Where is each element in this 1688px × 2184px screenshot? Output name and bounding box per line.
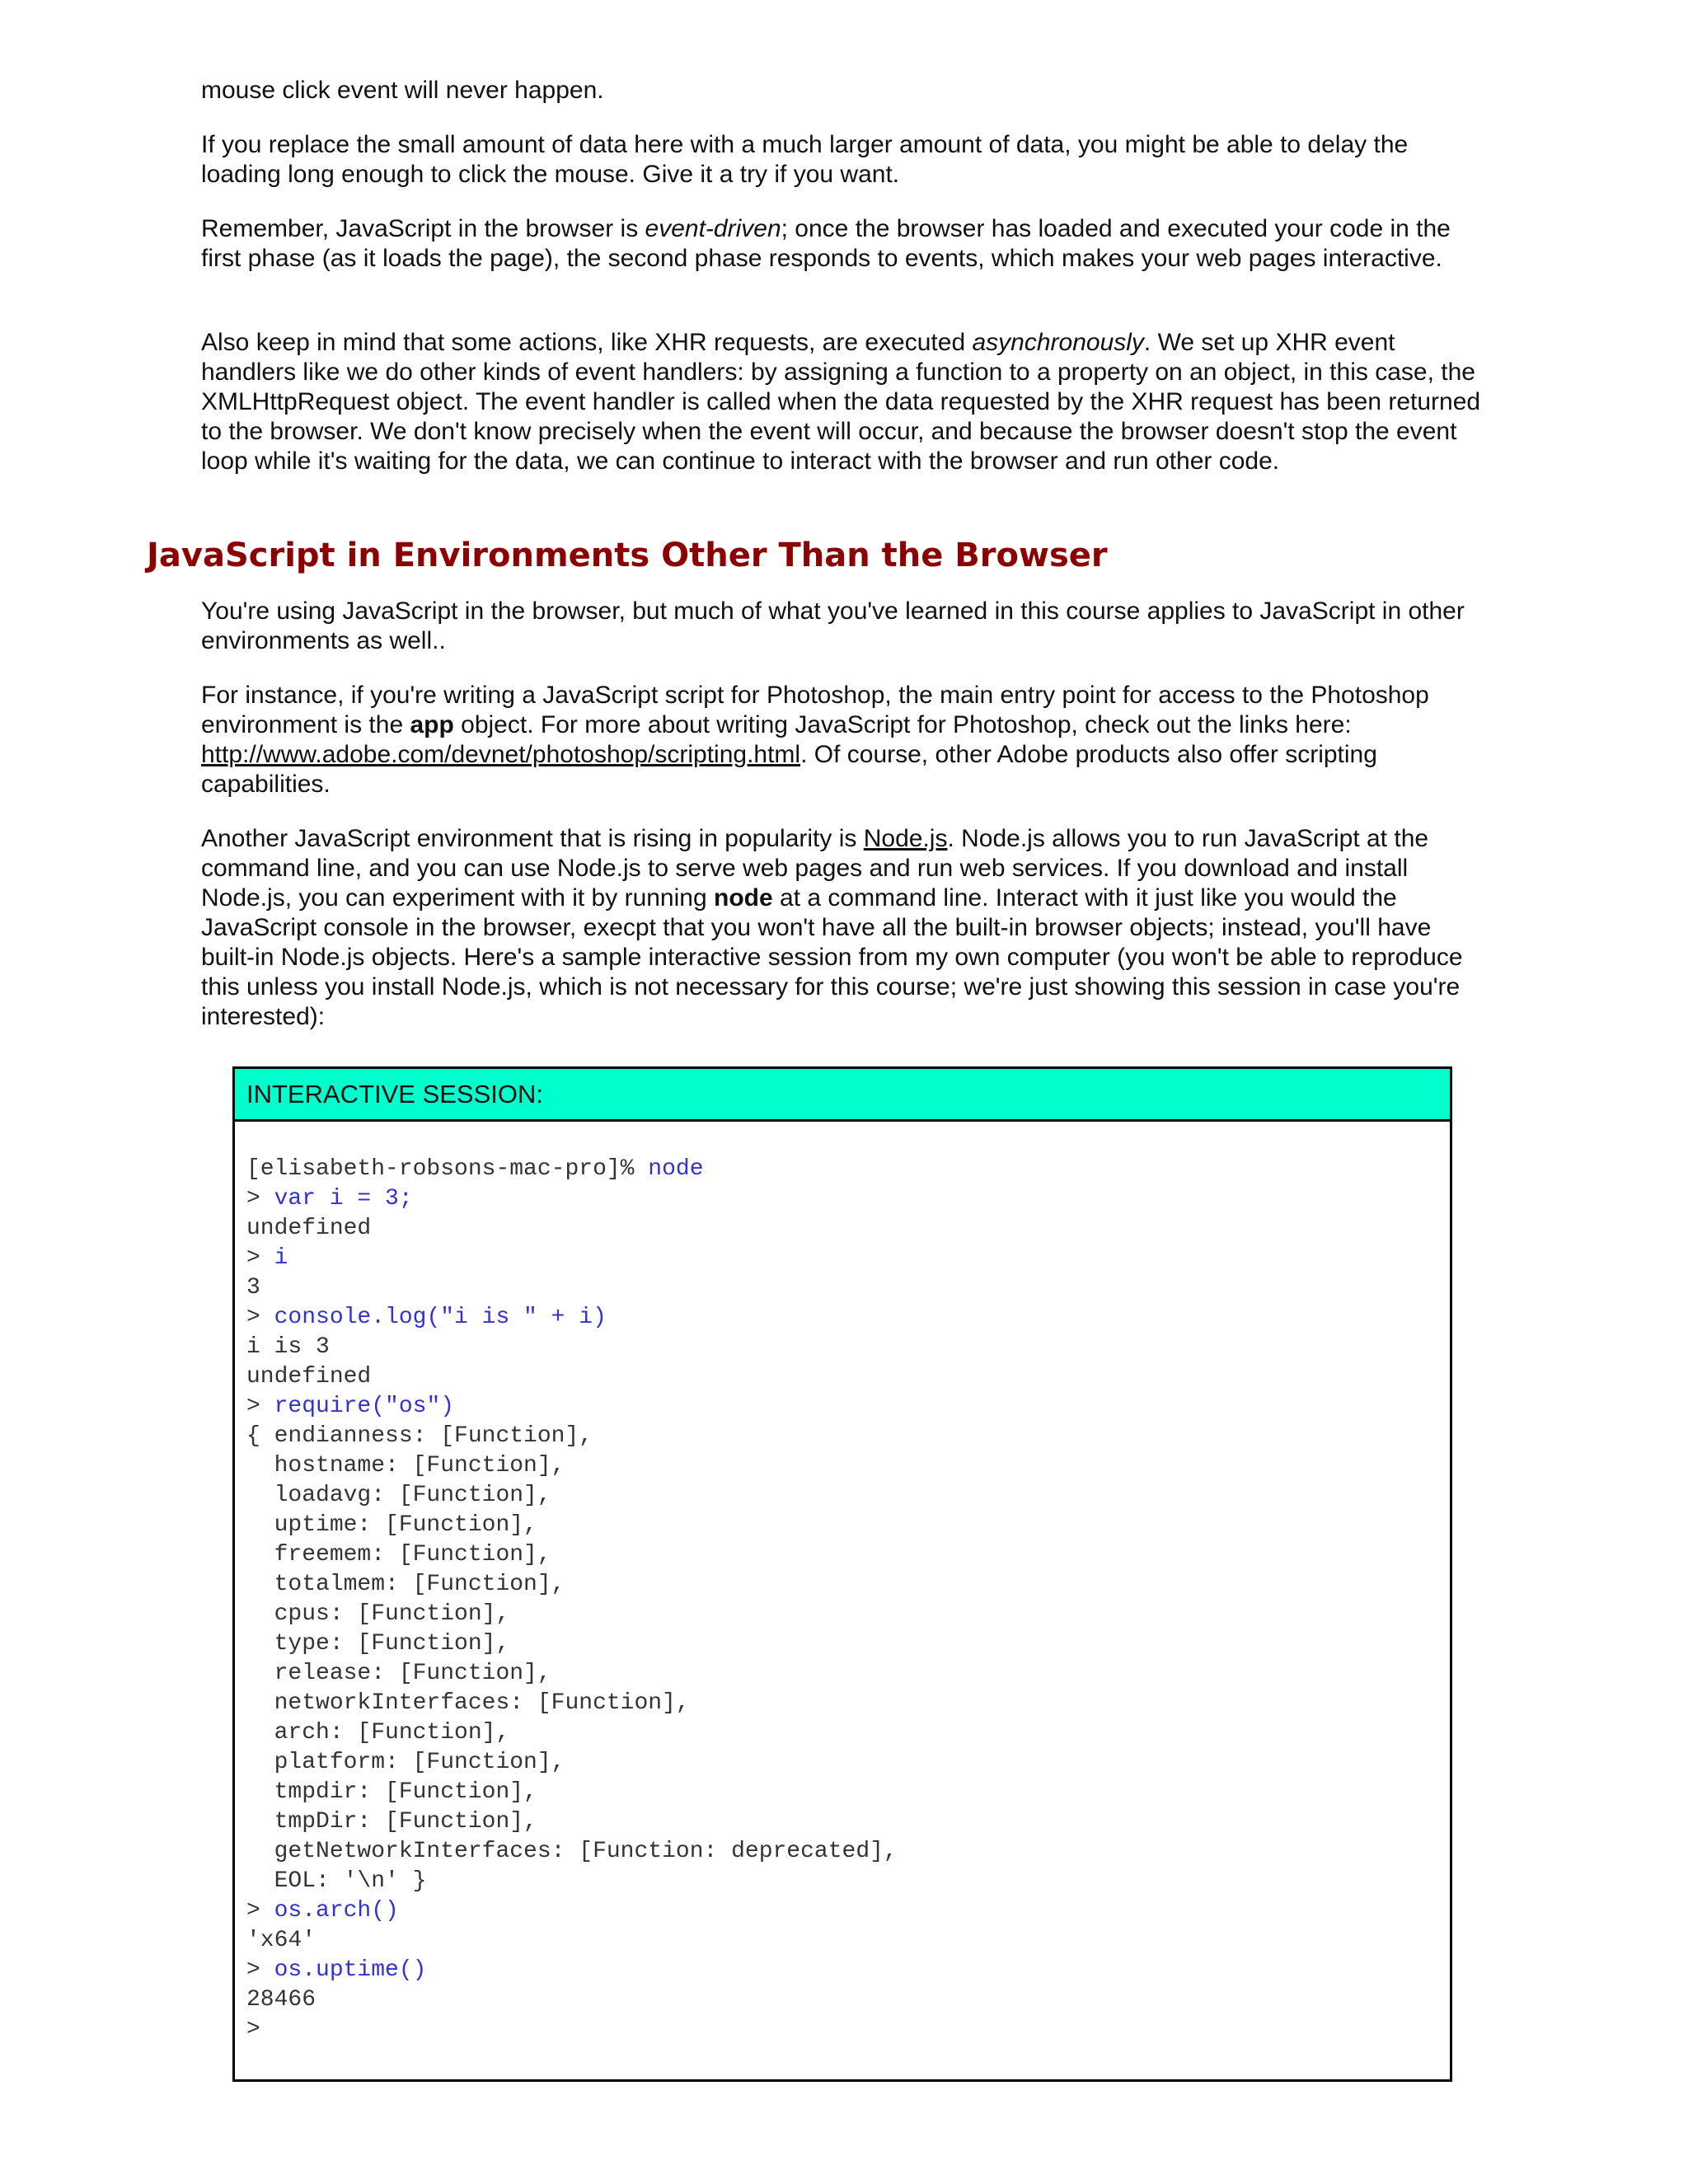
adobe-scripting-link[interactable]: http://www.adobe.com/devnet/photoshop/scripting.html — [201, 741, 801, 768]
session-line — [246, 1807, 1450, 1837]
session-input: os.uptime() — [274, 1957, 427, 1983]
session-output: cpus: [Function], — [246, 1601, 510, 1627]
session-line — [246, 1778, 1450, 1807]
paragraph-text: You're using JavaScript in the browser, but much of what you've learned in this course applies to JavaScript in other environments as well.. — [201, 598, 1465, 654]
paragraph-large-data — [201, 130, 1487, 190]
paragraph-text: Another JavaScript environment that is rising in popularity is — [201, 825, 864, 852]
session-output: > — [246, 1186, 274, 1212]
session-output: > — [246, 1898, 274, 1924]
session-input: var i = 3; — [274, 1186, 413, 1212]
session-output: undefined — [246, 1216, 372, 1241]
session-input: i — [274, 1245, 288, 1271]
session-line — [246, 1422, 1450, 1451]
session-header: INTERACTIVE SESSION: — [235, 1069, 1450, 1122]
paragraph-text: ; once the browser has loaded and executed your code in the first phase (as it loads the page), the second phase responds to events, which makes your web pages interactive. — [201, 215, 1451, 272]
session-line — [246, 1985, 1450, 2015]
session-output: > — [246, 1957, 274, 1983]
session-input: node — [648, 1156, 704, 1182]
session-line — [246, 1184, 1450, 1214]
bold-node: node — [714, 884, 773, 912]
paragraph-event-driven — [201, 214, 1487, 274]
session-output: > — [246, 1394, 274, 1419]
session-output: [elisabeth-robsons-mac-pro]% — [246, 1156, 649, 1182]
session-line — [246, 1689, 1450, 1718]
paragraph-click-event — [201, 76, 1487, 105]
session-line — [246, 1629, 1450, 1659]
session-line — [246, 1659, 1450, 1689]
paragraph-text: Also keep in mind that some actions, like XHR requests, are executed — [201, 329, 973, 356]
session-body — [235, 1122, 1450, 2045]
session-output: arch: [Function], — [246, 1720, 510, 1746]
session-output: 3 — [246, 1275, 260, 1301]
emphasis-asynchronously: asynchronously — [972, 329, 1144, 356]
session-output: 'x64' — [246, 1928, 316, 1953]
paragraph-nodejs — [201, 824, 1487, 1032]
paragraph-text: For instance, if you're writing a JavaScript script for Photoshop, the main entry point for access to the Photoshop environment is the — [201, 682, 1429, 738]
session-line — [246, 1481, 1450, 1511]
session-line — [246, 1273, 1450, 1303]
session-output: { endianness: [Function], — [246, 1423, 593, 1449]
session-output: networkInterfaces: [Function], — [246, 1690, 690, 1716]
emphasis-event-driven: event-driven — [645, 215, 781, 242]
session-line — [246, 1511, 1450, 1540]
paragraph-text: . Of course, other Adobe products also offer scripting capabilities. — [201, 741, 1377, 798]
session-line — [246, 1362, 1450, 1392]
session-output: EOL: '\n' } — [246, 1868, 427, 1894]
session-output: > — [246, 2017, 260, 2042]
session-output: > — [246, 1245, 274, 1271]
paragraph-other-environments — [201, 597, 1487, 656]
session-output: tmpdir: [Function], — [246, 1779, 537, 1805]
session-line — [246, 1926, 1450, 1956]
session-output: > — [246, 1305, 274, 1330]
session-line — [246, 1867, 1450, 1896]
session-line — [246, 1392, 1450, 1422]
paragraph-text: Remember, JavaScript in the browser is — [201, 215, 645, 242]
session-line — [246, 2015, 1450, 2045]
session-output: tmpDir: [Function], — [246, 1809, 537, 1835]
paragraph-text: . We set up XHR event handlers like we do other kinds of event handlers: by assigning a function to a property on an object, in this case, the XMLHttpRequest object. The event handler is called when the data requested by the XHR request has been returned to the browser. We don't know precisely when the event will occur, and because the browser doesn't stop the event loop while it's waiting for the data, we can continue to interact with the browser and run other code. — [201, 329, 1481, 475]
session-output: release: [Function], — [246, 1661, 551, 1686]
session-line — [246, 1155, 1450, 1184]
session-line — [246, 1214, 1450, 1244]
session-line — [246, 1956, 1450, 1985]
session-output: i is 3 — [246, 1334, 330, 1360]
paragraph-text: at a command line. Interact with it just like you would the JavaScript console in the browser, execpt that you won't have all the built-in browser objects; instead, you'll have built-in Node.js objects. Here's a sample interactive session from my own computer (you won't be able to reproduce this unless you install Node.js, which is not necessary for this course; we're just showing this session in case you're interested): — [201, 884, 1463, 1030]
session-line — [246, 1333, 1450, 1362]
paragraph-text: . Node.js allows you to run JavaScript at the command line, and you can use Node.js to serve web pages and run web services. If you download and install Node.js, you can experiment with it by running — [201, 825, 1429, 912]
session-input: console.log("i is " + i) — [274, 1305, 607, 1330]
session-output: undefined — [246, 1364, 372, 1390]
session-line — [246, 1244, 1450, 1273]
session-output: 28466 — [246, 1987, 316, 2013]
session-line — [246, 1570, 1450, 1600]
session-line — [246, 1451, 1450, 1481]
session-line — [246, 1896, 1450, 1926]
session-line — [246, 1718, 1450, 1748]
session-output: totalmem: [Function], — [246, 1572, 565, 1597]
session-line — [246, 1748, 1450, 1778]
session-line — [246, 1600, 1450, 1629]
paragraph-text: mouse click event will never happen. — [201, 77, 604, 104]
session-line — [246, 1303, 1450, 1333]
session-output: getNetworkInterfaces: [Function: deprecated], — [246, 1839, 898, 1864]
paragraph-text: If you replace the small amount of data here with a much larger amount of data, you might be able to delay the loading long enough to click the mouse. Give it a try if you want. — [201, 131, 1409, 188]
bold-app: app — [410, 711, 454, 738]
session-output: platform: [Function], — [246, 1750, 565, 1775]
interactive-session-box — [232, 1066, 1452, 2082]
session-output: freemem: [Function], — [246, 1542, 551, 1568]
session-input: os.arch() — [274, 1898, 399, 1924]
paragraph-asynchronous — [201, 328, 1487, 476]
session-input: require("os") — [274, 1394, 455, 1419]
session-line — [246, 1837, 1450, 1867]
nodejs-link[interactable]: Node.js — [863, 825, 948, 852]
paragraph-photoshop — [201, 681, 1487, 799]
session-output: uptime: [Function], — [246, 1512, 537, 1538]
session-output: loadavg: [Function], — [246, 1483, 551, 1508]
paragraph-text: object. For more about writing JavaScript for Photoshop, check out the links here: — [453, 711, 1352, 738]
session-output: type: [Function], — [246, 1631, 510, 1657]
session-line — [246, 1540, 1450, 1570]
section-heading: JavaScript in Environments Other Than the Browser — [147, 537, 1108, 574]
session-output: hostname: [Function], — [246, 1453, 565, 1479]
